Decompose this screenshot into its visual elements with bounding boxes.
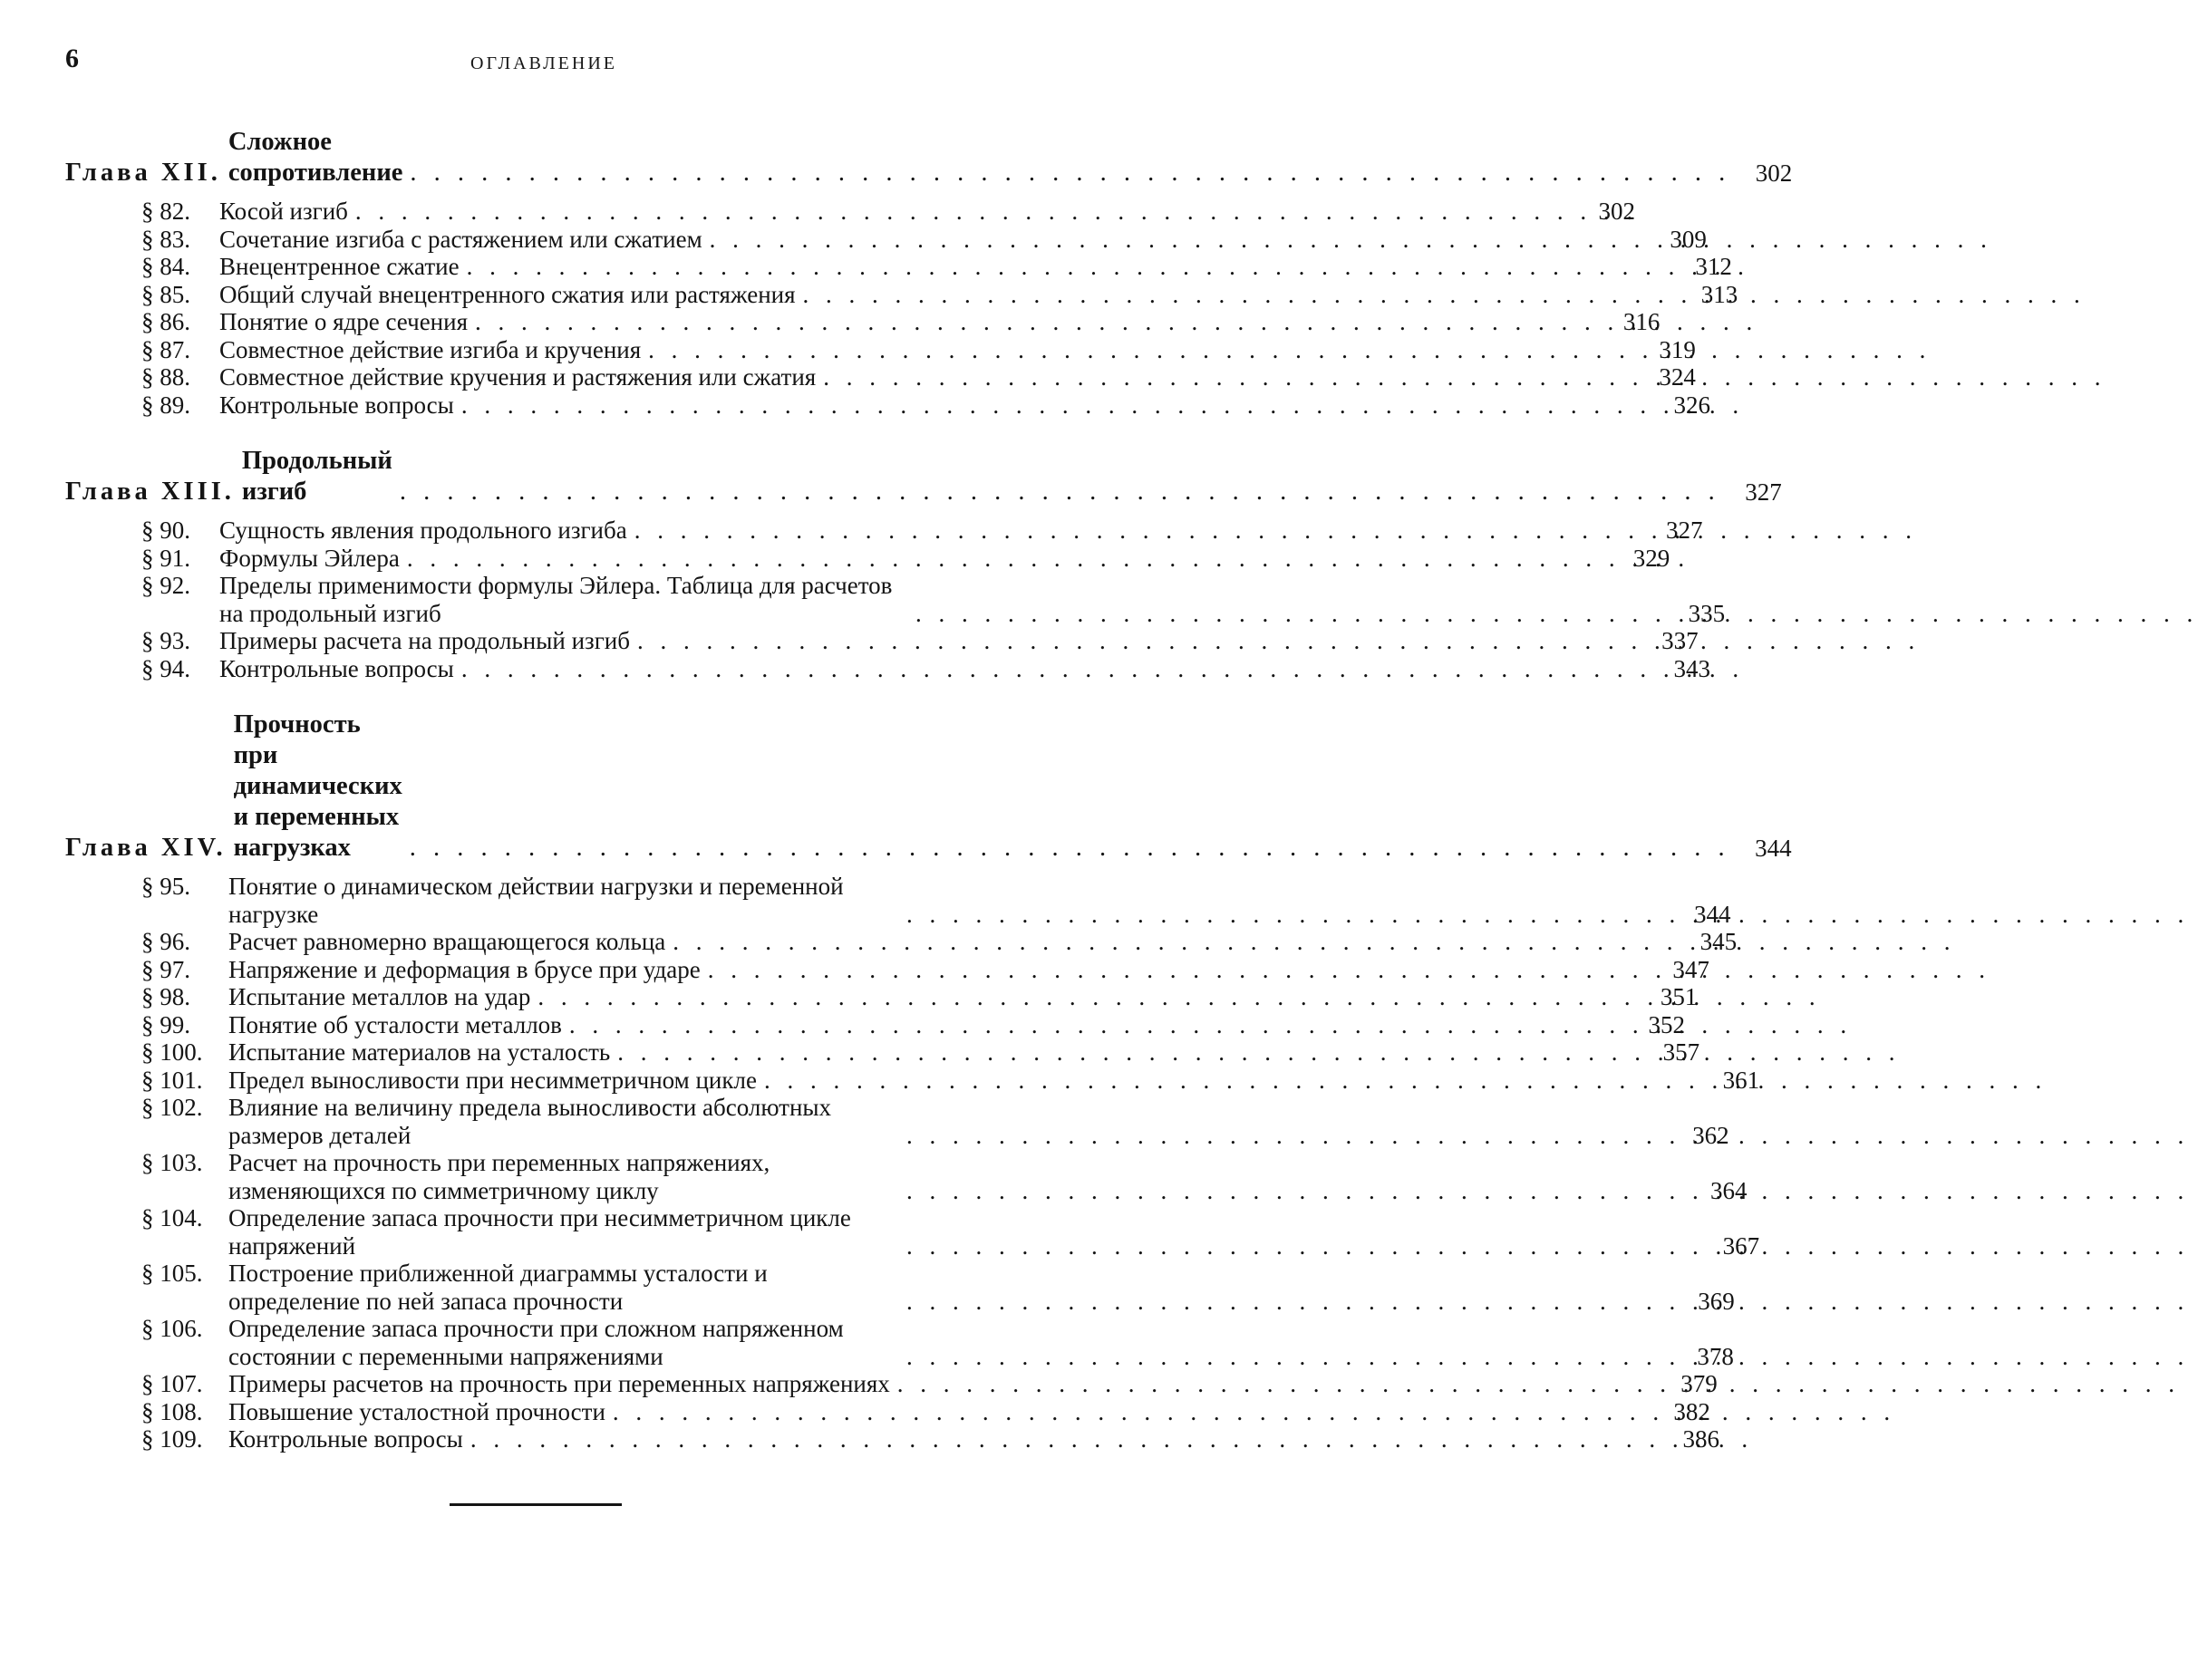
section-number: § 101. — [141, 1066, 203, 1094]
section-title: Примеры расчетов на прочность при переменных напряжениях — [228, 1370, 890, 1397]
section-page: 329 — [1632, 544, 1670, 572]
list-item[interactable] — [65, 225, 1707, 254]
section-title: Предел выносливости при несимметричном цикле — [228, 1066, 757, 1094]
chapter-xii — [65, 127, 1793, 419]
section-title: Совместное действие кручения и растяжения или сжатия — [219, 363, 817, 391]
section-title: Расчет равномерно вращающегося кольца — [228, 928, 666, 955]
section-page: 337 — [1661, 627, 1699, 654]
section-page: 313 — [1700, 280, 1738, 308]
list-item[interactable] — [65, 253, 1732, 281]
section-page: 344 — [1693, 900, 1731, 928]
section-page: 351 — [1660, 983, 1698, 1010]
table-of-contents — [65, 127, 1793, 1453]
dot-leader — [906, 1343, 2189, 1371]
chapter-page: 344 — [1755, 835, 1792, 862]
section-page: 312 — [1695, 253, 1732, 280]
chapter-heading[interactable] — [65, 127, 1793, 188]
list-item[interactable] — [65, 572, 1726, 627]
section-number: § 98. — [141, 983, 190, 1010]
dot-leader — [637, 627, 1920, 655]
section-title: Расчет на прочность при переменных напряжениях, изменяющихся по симметричному циклу — [228, 1149, 770, 1204]
list-item[interactable] — [65, 928, 1738, 956]
section-title: Испытание материалов на усталость — [228, 1038, 611, 1066]
section-list — [65, 873, 1760, 1453]
chapter-title: Сложное сопротивление — [228, 128, 403, 187]
dot-leader — [915, 600, 2198, 628]
dot-leader — [467, 253, 1749, 281]
section-number: § 103. — [141, 1149, 203, 1176]
section-page: 386 — [1682, 1425, 1719, 1453]
list-item[interactable] — [65, 1425, 1719, 1453]
section-title: Определение запаса прочности при сложном напряженном состоянии с переменными напряжениями — [228, 1315, 844, 1370]
section-number: § 91. — [141, 544, 190, 572]
section-number: § 106. — [141, 1315, 203, 1342]
list-item[interactable] — [65, 983, 1698, 1011]
section-number: § 88. — [141, 363, 190, 391]
list-item[interactable] — [65, 391, 1710, 420]
chapter-xiii — [65, 446, 1782, 682]
section-title: Влияние на величину предела выносливости абсолютных размеров деталей — [228, 1094, 832, 1149]
section-title: Контрольные вопросы — [219, 391, 454, 419]
section-number: § 102. — [141, 1094, 203, 1121]
section-page: 357 — [1662, 1038, 1700, 1066]
list-item[interactable] — [65, 1260, 1735, 1315]
list-item[interactable] — [65, 1038, 1700, 1067]
chapter-label: Глава XIII. — [65, 478, 235, 506]
section-title: Пределы применимости формулы Эйлера. Таблица для расчетов на продольный изгиб — [219, 572, 893, 627]
section-number: § 100. — [141, 1038, 203, 1066]
dot-leader — [673, 928, 1955, 956]
section-number: § 93. — [141, 627, 190, 654]
running-head: ОГЛАВЛЕНИЕ — [470, 53, 617, 73]
dot-leader — [400, 477, 1720, 507]
page-number: 6 — [65, 43, 79, 73]
dot-leader — [461, 391, 1744, 420]
dot-leader — [906, 1288, 2189, 1316]
section-title: Сущность явления продольного изгиба — [219, 517, 627, 544]
section-list — [65, 517, 1726, 682]
section-page: 345 — [1699, 928, 1738, 955]
section-page: 364 — [1710, 1176, 1748, 1204]
section-title: Понятие об усталости металлов — [228, 1010, 562, 1038]
list-item[interactable] — [65, 627, 1699, 655]
section-number: § 84. — [141, 253, 190, 280]
section-number: § 107. — [141, 1370, 203, 1397]
dot-leader — [803, 281, 2086, 309]
section-number: § 97. — [141, 955, 190, 983]
dot-leader — [823, 363, 2106, 391]
section-number: § 94. — [141, 654, 190, 682]
chapter-xiv — [65, 710, 1792, 1453]
dot-leader — [355, 198, 1638, 226]
dot-leader — [648, 336, 1931, 364]
end-rule — [450, 1503, 622, 1506]
section-page: 379 — [1680, 1370, 1718, 1397]
section-title: Повышение усталостной прочности — [228, 1397, 605, 1425]
dot-leader — [906, 1177, 2189, 1205]
list-item[interactable] — [65, 1149, 1748, 1204]
section-number: § 82. — [141, 198, 190, 225]
section-number: § 87. — [141, 335, 190, 363]
dot-leader — [617, 1038, 1900, 1067]
section-number: § 105. — [141, 1260, 203, 1287]
dot-leader — [764, 1067, 2047, 1095]
list-item[interactable] — [65, 1397, 1710, 1426]
dot-leader — [470, 1425, 1753, 1453]
section-title: Построение приближенной диаграммы усталости и определение по ней запаса прочности — [228, 1260, 768, 1315]
section-title: Напряжение и деформация в брусе при ударе — [228, 955, 701, 983]
section-number: § 104. — [141, 1204, 203, 1231]
section-number: § 86. — [141, 308, 190, 335]
section-page: 362 — [1692, 1121, 1729, 1149]
dot-leader — [906, 1122, 2189, 1150]
section-title: Общий случай внецентренного сжатия или растяжения — [219, 280, 796, 308]
chapter-heading[interactable] — [65, 446, 1782, 507]
list-item[interactable] — [65, 1370, 1718, 1398]
section-number: § 92. — [141, 572, 190, 599]
section-number: § 108. — [141, 1397, 203, 1425]
section-page: 316 — [1622, 308, 1661, 335]
section-number: § 90. — [141, 517, 190, 544]
section-number: § 96. — [141, 928, 190, 955]
dot-leader — [407, 545, 1690, 573]
section-page: 327 — [1665, 517, 1703, 544]
chapter-label: Глава XII. — [65, 159, 221, 187]
chapter-heading[interactable] — [65, 710, 1792, 864]
section-list — [65, 198, 1738, 419]
section-page: 326 — [1673, 391, 1710, 419]
list-item[interactable] — [65, 280, 1738, 309]
section-page: 369 — [1698, 1287, 1735, 1315]
section-page: 378 — [1697, 1342, 1734, 1370]
section-title: Примеры расчета на продольный изгиб — [219, 627, 630, 654]
dot-leader — [410, 158, 1730, 188]
chapter-title: Прочность при динамических и переменных нагрузках — [233, 710, 402, 862]
section-title: Контрольные вопросы — [228, 1425, 463, 1453]
chapter-page: 302 — [1755, 159, 1793, 187]
dot-leader — [537, 983, 1820, 1011]
list-item[interactable] — [65, 1094, 1729, 1149]
chapter-page: 327 — [1745, 478, 1782, 506]
list-item[interactable] — [65, 363, 1696, 391]
chapter-label: Глава XIV. — [65, 834, 227, 862]
section-page: 302 — [1598, 198, 1636, 225]
section-title: Сочетание изгиба с растяжением или сжатием — [219, 225, 702, 253]
chapter-title: Продольный изгиб — [241, 447, 392, 506]
list-item[interactable] — [65, 1066, 1760, 1095]
section-page: 347 — [1672, 955, 1709, 983]
section-page: 324 — [1659, 363, 1696, 391]
section-page: 367 — [1722, 1231, 1760, 1260]
section-title: Совместное действие изгиба и кручения — [219, 335, 642, 363]
list-item[interactable] — [65, 873, 1731, 928]
dot-leader — [897, 1370, 2180, 1398]
section-title: Испытание металлов на удар — [228, 983, 531, 1010]
section-page: 343 — [1673, 654, 1710, 682]
section-title: Определение запаса прочности при несимметричном цикле напряжений — [228, 1204, 851, 1260]
dot-leader — [708, 956, 1990, 984]
list-item[interactable] — [65, 955, 1709, 984]
section-number: § 83. — [141, 225, 190, 253]
dot-leader — [906, 901, 2189, 929]
list-item[interactable] — [65, 517, 1703, 545]
dot-leader — [906, 1232, 2189, 1260]
list-item[interactable] — [65, 308, 1661, 336]
section-page: 309 — [1670, 225, 1707, 253]
list-item[interactable] — [65, 1204, 1760, 1260]
section-title: Контрольные вопросы — [219, 654, 454, 682]
section-page: 319 — [1659, 335, 1696, 363]
list-item[interactable] — [65, 654, 1710, 683]
section-page: 335 — [1688, 599, 1726, 627]
dot-leader — [634, 517, 1917, 545]
dot-leader — [710, 226, 1992, 254]
list-item[interactable] — [65, 1315, 1734, 1370]
section-title: Косой изгиб — [219, 198, 348, 225]
section-title: Понятие о ядре сечения — [219, 308, 468, 335]
section-page: 352 — [1648, 1010, 1685, 1038]
dot-leader — [410, 833, 1730, 864]
list-item[interactable] — [65, 335, 1696, 364]
dot-leader — [461, 655, 1744, 683]
list-item[interactable] — [65, 198, 1636, 226]
list-item[interactable] — [65, 544, 1670, 573]
section-number: § 99. — [141, 1010, 190, 1038]
section-page: 382 — [1673, 1397, 1710, 1425]
section-number: § 85. — [141, 280, 190, 308]
section-number: § 109. — [141, 1425, 203, 1453]
list-item[interactable] — [65, 1010, 1685, 1039]
dot-leader — [475, 308, 1757, 336]
section-title: Внецентренное сжатие — [219, 253, 460, 280]
section-title: Понятие о динамическом действии нагрузки и переменной нагрузке — [228, 873, 844, 928]
section-page: 361 — [1722, 1066, 1760, 1094]
section-number: § 89. — [141, 391, 190, 419]
section-title: Формулы Эйлера — [219, 544, 400, 572]
section-number: § 95. — [141, 873, 190, 900]
